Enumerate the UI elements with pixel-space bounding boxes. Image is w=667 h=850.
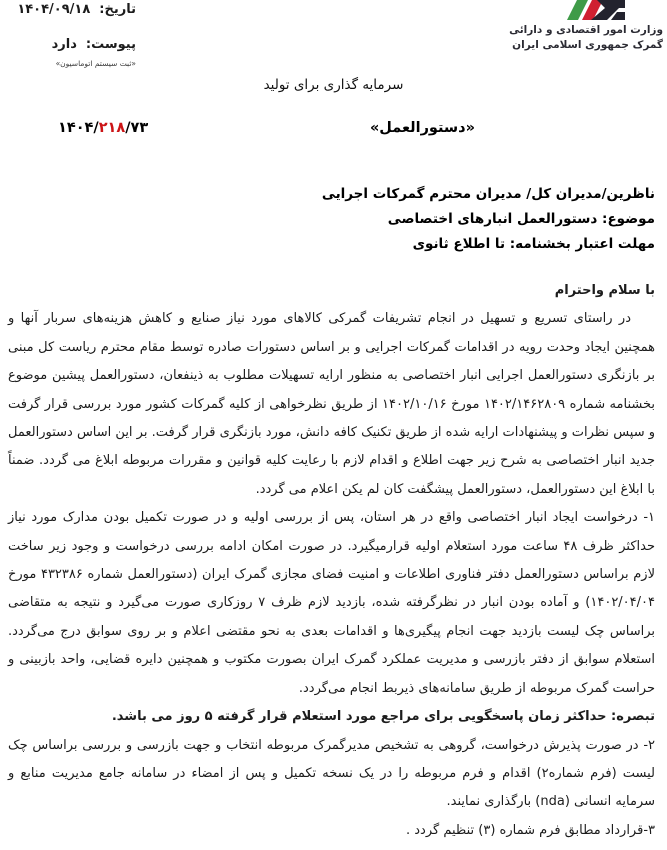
attachment-line	[8, 37, 136, 52]
item-3-paragraph: ۳-قرارداد مطابق فرم شماره (۳) تنظیم گردد .	[406, 822, 655, 838]
date-line	[8, 2, 136, 17]
doc-type-label: «دستورالعمل»	[369, 120, 475, 136]
slogan: سرمایه گذاری برای تولید	[263, 77, 404, 93]
ministry-name: وزارت امور اقتصادی و دارائی	[509, 24, 663, 36]
doc-number-middle: ۲۱۸	[98, 120, 126, 136]
organization-name: گمرک جمهوری اسلامی ایران	[512, 39, 663, 51]
date-value: ۱۴۰۴/۰۹/۱۸	[17, 2, 91, 17]
salutation: با سلام واحترام	[554, 283, 655, 298]
intro-paragraph: در راستای تسریع و تسهیل در انجام تشریفات گمرکی کالاهای مورد نیاز صنایع و کاهش هزینه‌های سربار آنها و همچنین ایجاد وحدت رویه در اقدامات گمرکات اجرایی و بر اساس دستورات صادره توسط مقام محترم ریاست کل مبنی بر بازنگری دستورالعمل اجرایی انبار اختصاصی به منظور ارایه تسهیلات مطلوب به ذینفعان، دستورالعمل پیشین موضوع بخشنامه شماره ۱۴۰۲/۱۴۶۲۸۰۹ مورخ ۱۴۰۲/۱۰/۱۶ از طریق نظرخواهی از کلیه گمرکات کشور مورد بررسی قرار گرفت و سپس نظرات و پیشنهادات ارایه شده از طریق تکنیک کافه دانش، مورد بازنگری قرار گرفت. بر این اساس دستورالعمل جدید انبار اختصاصی به شرح زیر جهت اطلاع و اقدام لازم با رعایت کلیه قوانین و مقررات مربوطه ابلاغ می گردد. ضمناً با ابلاغ این دستورالعمل، دستورالعمل پیشگفت کان لم یکن اعلام می گردد.	[8, 311, 655, 497]
doc-number-serial: /۷۳	[125, 120, 149, 136]
attachment-label: پیوست:	[85, 37, 136, 52]
header-logo-block	[509, 0, 663, 53]
addressee-block	[0, 182, 667, 257]
doc-number-year: ۱۴۰۴/	[58, 120, 99, 136]
automation-system-note: «ثبت سیستم اتوماسیون»	[55, 59, 136, 68]
attachment-value: دارد	[51, 37, 77, 52]
item-2-paragraph: ۲- در صورت پذیرش درخواست، گروهی به تشخیص مدیرگمرک مربوطه انتخاب و جهت بازرسی و بررسی براساس چک لیست (فرم شماره۲) اقدام و فرم مربوطه را در یک نسخه تکمیل و پس از امضاء در سامانه جامع مدیریت منابع و سرمایه انسانی (nda) بارگذاری نمایند.	[8, 737, 655, 810]
date-label: تاریخ:	[99, 2, 136, 17]
customs-emblem-icon	[561, 0, 627, 20]
doc-number	[58, 120, 148, 136]
recipients-line: ناظرین/مدیران کل/ مدیران محترم گمرکات اجرایی	[321, 186, 655, 202]
item-1-paragraph: ۱- درخواست ایجاد انبار اختصاصی واقع در هر استان، پس از بررسی اولیه و در صورت تکمیل بودن مدارک مورد نیاز حداکثر ظرف ۴۸ ساعت مورد استعلام اولیه قرارمیگیرد. در صورت امکان ادامه بررسی درخواست و وجود زیر ساخت لازم براساس دستورالعمل دفتر فناوری اطلاعات و امنیت فضای مجازی گمرک ایران (دستورالعمل شماره ۴۳۲۳۸۶ مورخ ۱۴۰۲/۰۴/۰۴) و آماده بودن انبار در نظرگرفته شده، بازدید لازم ظرف ۷ روزکاری صورت می‌گیرد و نتیجه به متقاضی براساس چک لیست بازدید جهت انجام پیگیری‌ها و اقدامات بعدی به نحو مقتضی اعلام و بر روی سوابق درج می‌گردد. استعلام سوابق از دفتر بازرسی و مدیریت عملکرد گمرک ایران بصورت مکتوب و همچنین دایره قضایی، واحد بازبینی و حراست گمرک مربوطه از طریق سامانه‌های ذیربط انجام می‌گردد.	[8, 510, 655, 696]
doc-title-row	[0, 120, 667, 142]
date-block	[8, 2, 136, 68]
letter-body	[0, 277, 667, 845]
validity-line: مهلت اعتبار بخشنامه: تا اطلاع ثانوی	[412, 236, 655, 252]
note-paragraph: تبصره: حداکثر زمان پاسخگویی برای مراجع مورد استعلام قرار گرفته ۵ روز می باشد.	[111, 709, 655, 725]
subject-line: موضوع: دستورالعمل انبارهای اختصاصی	[387, 211, 655, 227]
